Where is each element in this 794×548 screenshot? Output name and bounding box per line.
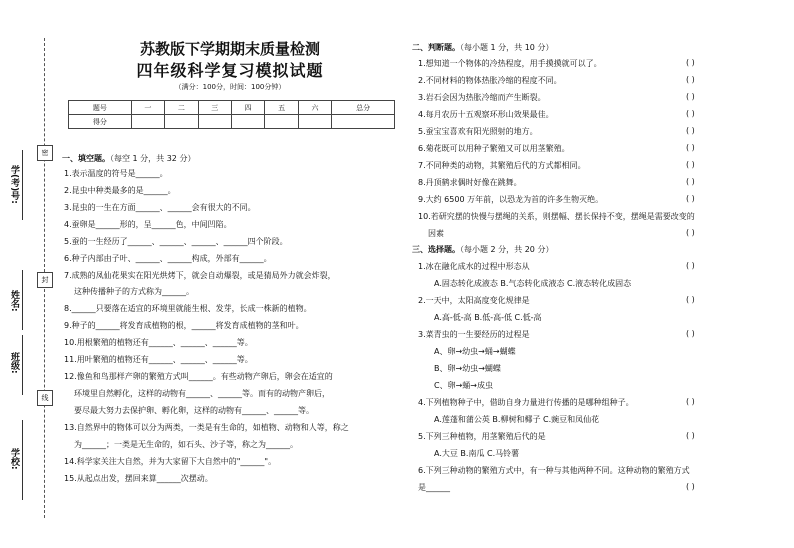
choice-options: A.高-低-高 B.低-高-低 C.低-高 xyxy=(434,313,542,322)
judge-question-continued: 因素 xyxy=(428,229,444,238)
score-table-header-cell: 总分 xyxy=(332,101,395,115)
judge-question: 6.菊花既可以用种子繁殖又可以用茎繁殖。 xyxy=(418,144,570,153)
choice-question-continued: 是______ xyxy=(418,483,450,492)
fill-question: 8.______只要落在适宜的环境里就能生根、发芽，长成一株新的植物。 xyxy=(64,304,312,313)
student-id-field[interactable] xyxy=(22,150,23,220)
fill-question-continued: 这种传播种子的方式称为______。 xyxy=(74,287,194,296)
choice-options: A.大豆 B.南瓜 C.马铃薯 xyxy=(434,449,520,458)
section3-title: 三、选择题。 xyxy=(412,245,460,254)
answer-paren[interactable]: ( ) xyxy=(686,92,695,101)
fill-question: 2.昆虫中种类最多的是______。 xyxy=(64,186,176,195)
choice-options: A.莲蓬和蒲公英 B.柳树和椰子 C.豌豆和凤仙花 xyxy=(434,415,600,424)
score-table-header-cell: 二 xyxy=(165,101,198,115)
judge-question: 5.蚕宝宝喜欢有阳光照射的地方。 xyxy=(418,127,538,136)
answer-paren[interactable]: ( ) xyxy=(686,75,695,84)
score-table-header-cell: 五 xyxy=(265,101,298,115)
score-table-header-cell: 一 xyxy=(131,101,164,115)
answer-paren[interactable]: ( ) xyxy=(686,482,695,491)
name-field[interactable] xyxy=(22,270,23,330)
fill-question: 1.表示温度的符号是______。 xyxy=(64,169,168,178)
section3-note: （每小题 2 分，共 20 分） xyxy=(460,245,554,254)
fill-question: 11.用叶繁殖的植物还有______、______、______等。 xyxy=(64,355,253,364)
score-table-score-row xyxy=(69,115,395,129)
school-field[interactable] xyxy=(22,420,23,500)
section1-heading xyxy=(62,153,195,164)
score-row-label: 得分 xyxy=(69,115,132,129)
score-cell[interactable] xyxy=(332,115,395,129)
judge-question: 3.岩石会因为热胀冷缩而产生断裂。 xyxy=(418,93,546,102)
score-table-header-cell: 四 xyxy=(231,101,264,115)
answer-paren[interactable]: ( ) xyxy=(686,295,695,304)
judge-question: 7.不同种类的动物，其繁殖后代的方式都相同。 xyxy=(418,161,586,170)
fill-question: 6.种子内部由子叶、______、______构成，外部有______。 xyxy=(64,254,272,263)
exam-title: 苏教版下学期期末质量检测 xyxy=(139,40,320,58)
fill-question: 3.昆虫的一生在方面______、______会有很大的不同。 xyxy=(64,203,256,212)
judge-question: 1.想知道一个物体的冷热程度，用手摸摸就可以了。 xyxy=(418,59,602,68)
fill-question: 10.用根繁殖的植物还有______、______、______等。 xyxy=(64,338,253,347)
fill-question: 13.自然界中的物体可以分为两类，一类是有生命的，如植物、动物和人等，称之 xyxy=(64,423,349,432)
score-cell[interactable] xyxy=(198,115,231,129)
judge-question: 8.丹顶鹤求偶时好像在跳舞。 xyxy=(418,178,522,187)
score-table-header-row xyxy=(69,101,395,115)
section3-heading xyxy=(412,244,553,255)
choice-question: 6.下列三种动物的繁殖方式中，有一种与其他两种不同。这种动物的繁殖方式 xyxy=(418,466,690,475)
fill-question: 9.种子的______将发育成植物的根，______将发育成植物的茎和叶。 xyxy=(64,321,304,330)
score-cell[interactable] xyxy=(265,115,298,129)
section1-note: （每空 1 分，共 32 分） xyxy=(110,154,196,163)
class-label: 班级: xyxy=(9,352,19,374)
binding-mark-line: 线 xyxy=(37,390,53,406)
section2-title: 二、判断题。 xyxy=(412,43,460,52)
answer-paren[interactable]: ( ) xyxy=(686,194,695,203)
choice-options: A.固态转化成液态 B.气态转化成液态 C.液态转化成固态 xyxy=(434,279,632,288)
answer-paren[interactable]: ( ) xyxy=(686,397,695,406)
fill-question: 5.蚕的一生经历了______、______、______、______四个阶段。 xyxy=(64,237,288,246)
fill-question-continued: 为______；一类是无生命的，如石头、沙子等，称之为______。 xyxy=(74,440,298,449)
answer-paren[interactable]: ( ) xyxy=(686,109,695,118)
answer-paren[interactable]: ( ) xyxy=(686,160,695,169)
score-cell[interactable] xyxy=(231,115,264,129)
answer-paren[interactable]: ( ) xyxy=(686,58,695,67)
fill-question: 14.科学家关注大自然，并为大家留下大自然中的"______"。 xyxy=(64,457,277,466)
choice-option: B、卵→幼虫→蝴蝶 xyxy=(434,364,501,373)
exam-info: （满分：100分，时间：100分钟） xyxy=(174,83,286,91)
answer-paren[interactable]: ( ) xyxy=(686,261,695,270)
student-id-label: 学(考)号: xyxy=(9,165,19,204)
score-table-header-cell: 六 xyxy=(298,101,331,115)
answer-paren[interactable]: ( ) xyxy=(686,177,695,186)
name-label: 姓名: xyxy=(9,290,19,312)
answer-paren[interactable]: ( ) xyxy=(686,143,695,152)
exam-subtitle: 四年级科学复习模拟试题 xyxy=(136,61,324,80)
judge-question: 2.不同材料的物体热胀冷缩的程度不同。 xyxy=(418,76,562,85)
answer-paren[interactable]: ( ) xyxy=(686,329,695,338)
score-table xyxy=(68,100,395,129)
fill-question-continued: 要尽最大努力去保护卵、孵化卵，这样的动物有______、______等。 xyxy=(74,406,314,415)
section2-heading xyxy=(412,42,553,53)
judge-question: 4.每月农历十五观察环形山效果最佳。 xyxy=(418,110,554,119)
choice-option: A、卵→幼虫→蛹→蝴蝶 xyxy=(434,347,516,356)
score-cell[interactable] xyxy=(165,115,198,129)
choice-question: 5.下列三种植物，用茎繁殖后代的是 xyxy=(418,432,546,441)
judge-question: 10.若研究摆的快慢与摆绳的关系，则摆幅、摆长保持不变，摆绳是需要改变的 xyxy=(418,212,695,221)
choice-question: 2.一天中，太阳高度变化规律是 xyxy=(418,296,530,305)
section2-note: （每小题 1 分，共 10 分） xyxy=(460,43,554,52)
choice-question: 4.下列植物种子中，借助自身力量进行传播的是哪种组种子。 xyxy=(418,398,634,407)
answer-paren[interactable]: ( ) xyxy=(686,431,695,440)
fill-question: 7.成熟的凤仙花果实在阳光烘烤下，就会自动爆裂，或是猜局外力就会炸裂， xyxy=(64,271,336,280)
score-table-header-cell: 三 xyxy=(198,101,231,115)
answer-paren[interactable]: ( ) xyxy=(686,228,695,237)
score-cell[interactable] xyxy=(131,115,164,129)
fill-question: 12.像鱼和鸟那样产卵的繁殖方式叫______。有些动物产卵后，卵会在适宜的 xyxy=(64,372,333,381)
section1-title: 一、填空题。 xyxy=(62,154,110,163)
score-cell[interactable] xyxy=(298,115,331,129)
class-field[interactable] xyxy=(22,335,23,395)
binding-mark-seal: 密 xyxy=(37,145,53,161)
fill-question: 4.蚕卵是______形的，呈______色，中间凹陷。 xyxy=(64,220,232,229)
fill-question: 15.从起点出发，摆回来算______次摆动。 xyxy=(64,474,213,483)
judge-question: 9.大约 6500 万年前，以恐龙为首的许多生物灭绝。 xyxy=(418,195,604,204)
answer-paren[interactable]: ( ) xyxy=(686,126,695,135)
choice-option: C、卵→蛹→成虫 xyxy=(434,381,493,390)
choice-question: 3.菜青虫的一生要经历的过程是 xyxy=(418,330,530,339)
score-table-header-cell: 题号 xyxy=(69,101,132,115)
school-label: 学校: xyxy=(9,448,19,470)
choice-question: 1.冰在融化成水的过程中形态从 xyxy=(418,262,530,271)
fill-question-continued: 环境里自然孵化，这样的动物有______、______等。而有的动物产卵后， xyxy=(74,389,330,398)
binding-mark-seal: 封 xyxy=(37,272,53,288)
